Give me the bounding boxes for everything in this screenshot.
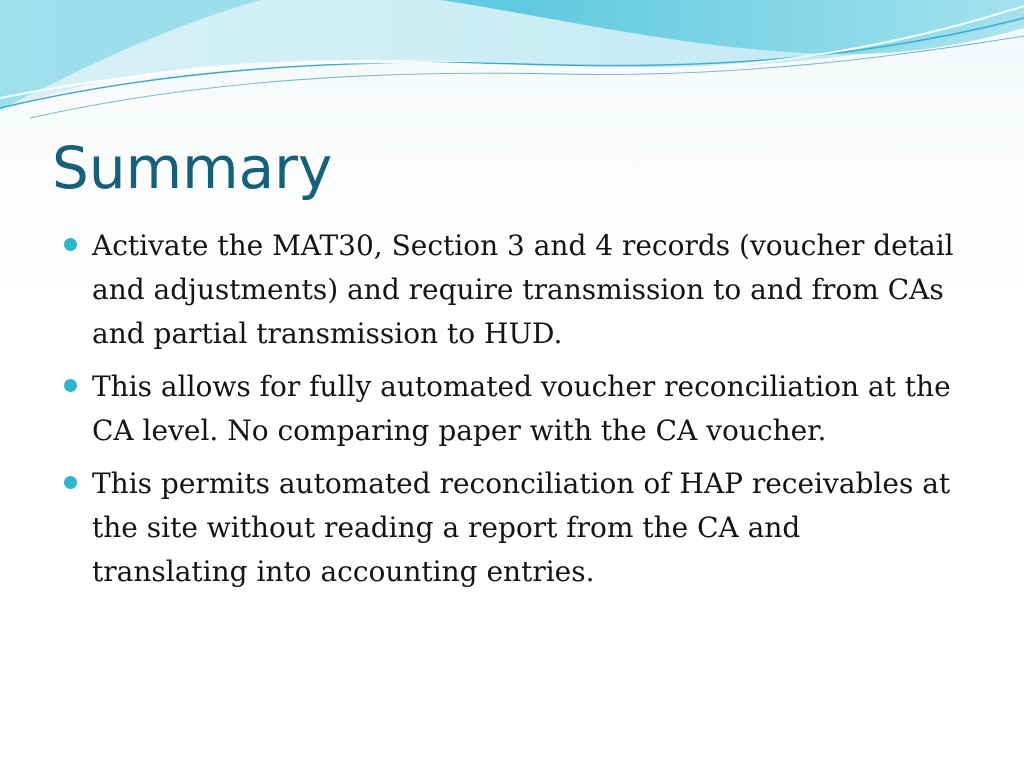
header-wave-decoration [0, 0, 1024, 130]
bullet-list [64, 224, 964, 603]
bullet-text: This permits automated reconciliation of HAP receivables at the site without reading a report from the CA and translating into accounting entries. [92, 467, 951, 588]
bullet-item [64, 224, 964, 356]
bullet-item [64, 462, 964, 594]
bullet-item [64, 365, 964, 453]
slide-title: Summary [52, 134, 333, 202]
bullet-text: This allows for fully automated voucher reconciliation at the CA level. No comparing paper with the CA voucher. [92, 370, 951, 447]
bullet-text: Activate the MAT30, Section 3 and 4 records (voucher detail and adjustments) and require transmission to and from CAs and partial transmission to HUD. [92, 229, 954, 350]
bullet-dot-icon [64, 238, 77, 251]
bullet-dot-icon [64, 379, 77, 392]
bullet-dot-icon [64, 476, 77, 489]
